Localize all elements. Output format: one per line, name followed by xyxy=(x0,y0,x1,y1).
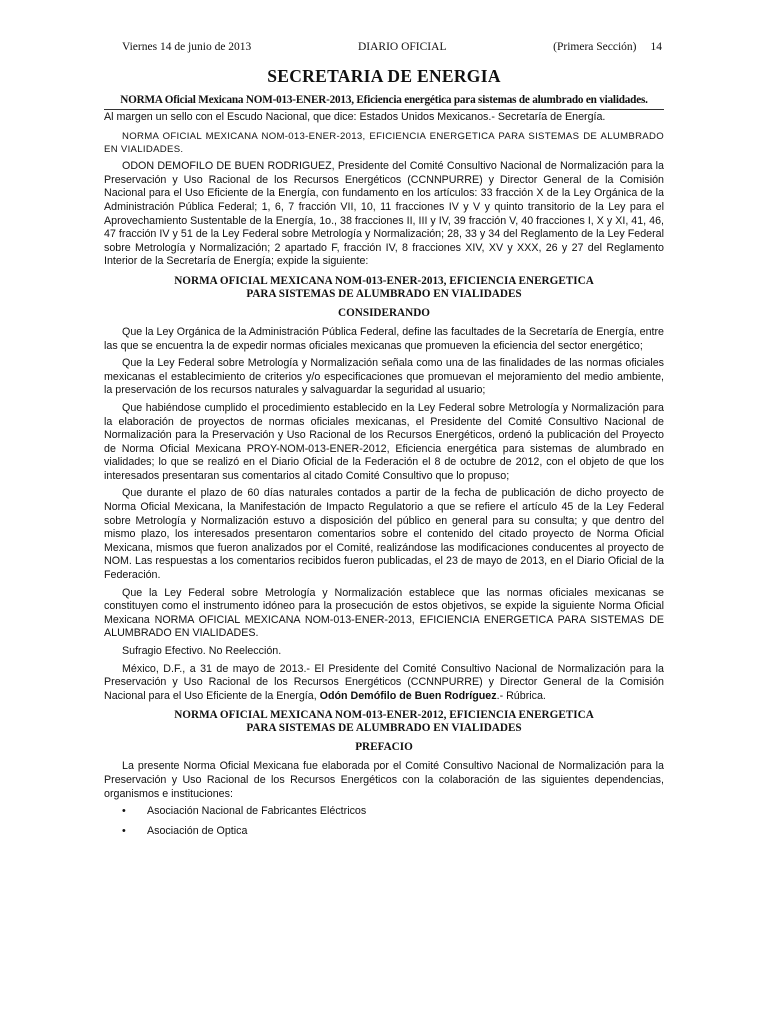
norma-heading-1 xyxy=(104,275,664,301)
norma-heading-1-line1: NORMA OFICIAL MEXICANA NOM-013-ENER-2013, EFICIENCIA ENERGETICA xyxy=(174,274,594,287)
header-publication: DIARIO OFICIAL xyxy=(357,41,447,53)
considerando-paragraph: Que la Ley Orgánica de la Administración Pública Federal, define las facultades de la Secretaría de Energía, entre las que se encuentra la de expedir normas oficiales mexicanas que promueven la eficiencia del sector energético; xyxy=(104,325,664,352)
institutions-list xyxy=(122,805,664,838)
prefacio-paragraph: La presente Norma Oficial Mexicana fue elaborada por el Comité Consultivo Nacional de Normalización para la Preservación y Uso Racional de los Recursos Energéticos con la colaboración de las siguientes dependencias, organismos e instituciones: xyxy=(104,760,664,800)
intro-paragraph: ODON DEMOFILO DE BUEN RODRIGUEZ, Presidente del Comité Consultivo Nacional de Normalización para la Preservación y Uso Racional de los Recursos Energéticos (CCNNPURRE) y Director General de la Comisión Nacional para el Uso Eficiente de la Energía, con fundamento en los artículos: 33 fracción X de la Ley Orgánica de la Administración Pública Federal; 1, 6, 7 fracción VII, 10, 11 fracciones IV y V y quinto transitorio de la Ley para el Aprovechamiento Sustentable de la Energía, 1o., 38 fracciones II, III y IV, 39 fracción V, 40 fracciones I, X y XI, 41, 46, 47 fracción IV y 51 de la Ley Federal sobre Metrología y Normalización; 28, 33 y 34 del Reglamento de la Ley Federal sobre Metrología y Normalización; 2 apartado F, fracción IV, 8 fracciones XIV, XV y XXX, 26 y 27 del Reglamento Interior de la Secretaría de Energía; expide la siguiente: xyxy=(104,160,664,268)
header-right xyxy=(553,40,662,54)
signature-paragraph xyxy=(104,663,664,704)
norma-heading-2-line2: PARA SISTEMAS DE ALUMBRADO EN VIALIDADES xyxy=(246,722,522,735)
sufragio-line: Sufragio Efectivo. No Reelección. xyxy=(122,645,282,657)
header-date: Viernes 14 de junio de 2013 xyxy=(122,41,252,53)
norma-title-line: NORMA Oficial Mexicana NOM-013-ENER-2013, Eficiencia energética para sistemas de alumbrado en vialidades. xyxy=(120,94,648,106)
norma-heading-1-line2: PARA SISTEMAS DE ALUMBRADO EN VIALIDADES xyxy=(246,287,522,300)
bullet-icon: • xyxy=(122,824,126,837)
list-item-text: Asociación Nacional de Fabricantes Eléctricos xyxy=(147,805,367,818)
caps-norma-line: NORMA OFICIAL MEXICANA NOM-013-ENER-2013, EFICIENCIA ENERGETICA PARA SISTEMAS DE ALUMBRADO EN VIALIDADES. xyxy=(104,131,664,156)
header-page-number: 14 xyxy=(650,41,662,53)
signature-text: México, D.F., a 31 de mayo de 2013.- El Presidente del Comité Consultivo Nacional de Normalización para la Preservación y Uso Racional de los Recursos Energéticos (CCNNPURRE) y Director General de la Comisión Nacional para el Uso Eficiente de la Energía, xyxy=(104,662,664,702)
considerando-paragraph: Que habiéndose cumplido el procedimiento establecido en la Ley Federal sobre Metrología y Normalización para la elaboración de proyectos de normas oficiales mexicanas, el Presidente del Comité Consultivo Nacional de Normalización para la Preservación y Uso Racional de los Recursos Energéticos, ordenó la publicación del Proyecto de Norma Oficial Mexicana PROY-NOM-013-ENER-2012, Eficiencia energética para sistemas de alumbrado en vialidades; lo que se realizó en el Diario Oficial de la Federación el 8 de octubre de 2012, con el objeto de que los interesados presentaran sus comentarios al citado Comité Consultivo que lo propuso; xyxy=(104,401,664,482)
document-page xyxy=(104,40,664,844)
bullet-icon: • xyxy=(122,805,126,818)
secretaria-title: SECRETARIA DE ENERGIA xyxy=(267,66,501,86)
signature-suffix: .- Rúbrica. xyxy=(496,689,546,702)
considerando-paragraph: Que la Ley Federal sobre Metrología y Normalización establece que las normas oficiales mexicanas se constituyen como el instrumento idóneo para la prosecución de estos objetivos, se expide la siguiente Norma Oficial Mexicana NORMA OFICIAL MEXICANA NOM-013-ENER-2013, EFICIENCIA ENERGETICA PARA SISTEMAS DE ALUMBRADO EN VIALIDADES. xyxy=(104,586,664,640)
list-item xyxy=(122,805,664,819)
prefacio-title: PREFACIO xyxy=(355,741,413,754)
list-item-text: Asociación de Optica xyxy=(147,824,248,837)
list-item xyxy=(122,825,664,839)
page-header xyxy=(122,40,662,54)
considerando-paragraph: Que durante el plazo de 60 días naturales contados a partir de la fecha de publicación de dicho proyecto de Norma Oficial Mexicana, la Manifestación de Impacto Regulatorio a que se refiere el artículo 45 de la Ley Federal sobre Metrología y Normalización estuvo a disposición del público en general para su consulta; y que dentro del mismo plazo, los interesados presentaron comentarios sobre el contenido del citado proyecto de Norma Oficial Mexicana, mismos que fueron analizados por el Comité, realizándose las modificaciones conducentes al proyecto de NOM. Las respuestas a los comentarios recibidos fueron publicadas, el 23 de mayo de 2013, en el Diario Oficial de la Federación. xyxy=(104,487,664,582)
considerando-title: CONSIDERANDO xyxy=(338,306,430,319)
header-section: (Primera Sección) xyxy=(553,41,637,53)
norma-heading-2-line1: NORMA OFICIAL MEXICANA NOM-013-ENER-2012, EFICIENCIA ENERGETICA xyxy=(174,709,594,722)
norma-heading-2 xyxy=(104,709,664,735)
considerando-paragraph: Que la Ley Federal sobre Metrología y Normalización señala como una de las finalidades de las normas oficiales mexicanas el establecimiento de criterios y/o especificaciones que promuevan el mejoramiento del medio ambiente, la preservación de los recursos naturales y salvaguardar la seguridad al usuario; xyxy=(104,357,664,397)
margin-note: Al margen un sello con el Escudo Nacional, que dice: Estados Unidos Mexicanos.- Secretaría de Energía. xyxy=(104,109,664,125)
signatory-name: Odón Demófilo de Buen Rodríguez xyxy=(319,689,497,702)
